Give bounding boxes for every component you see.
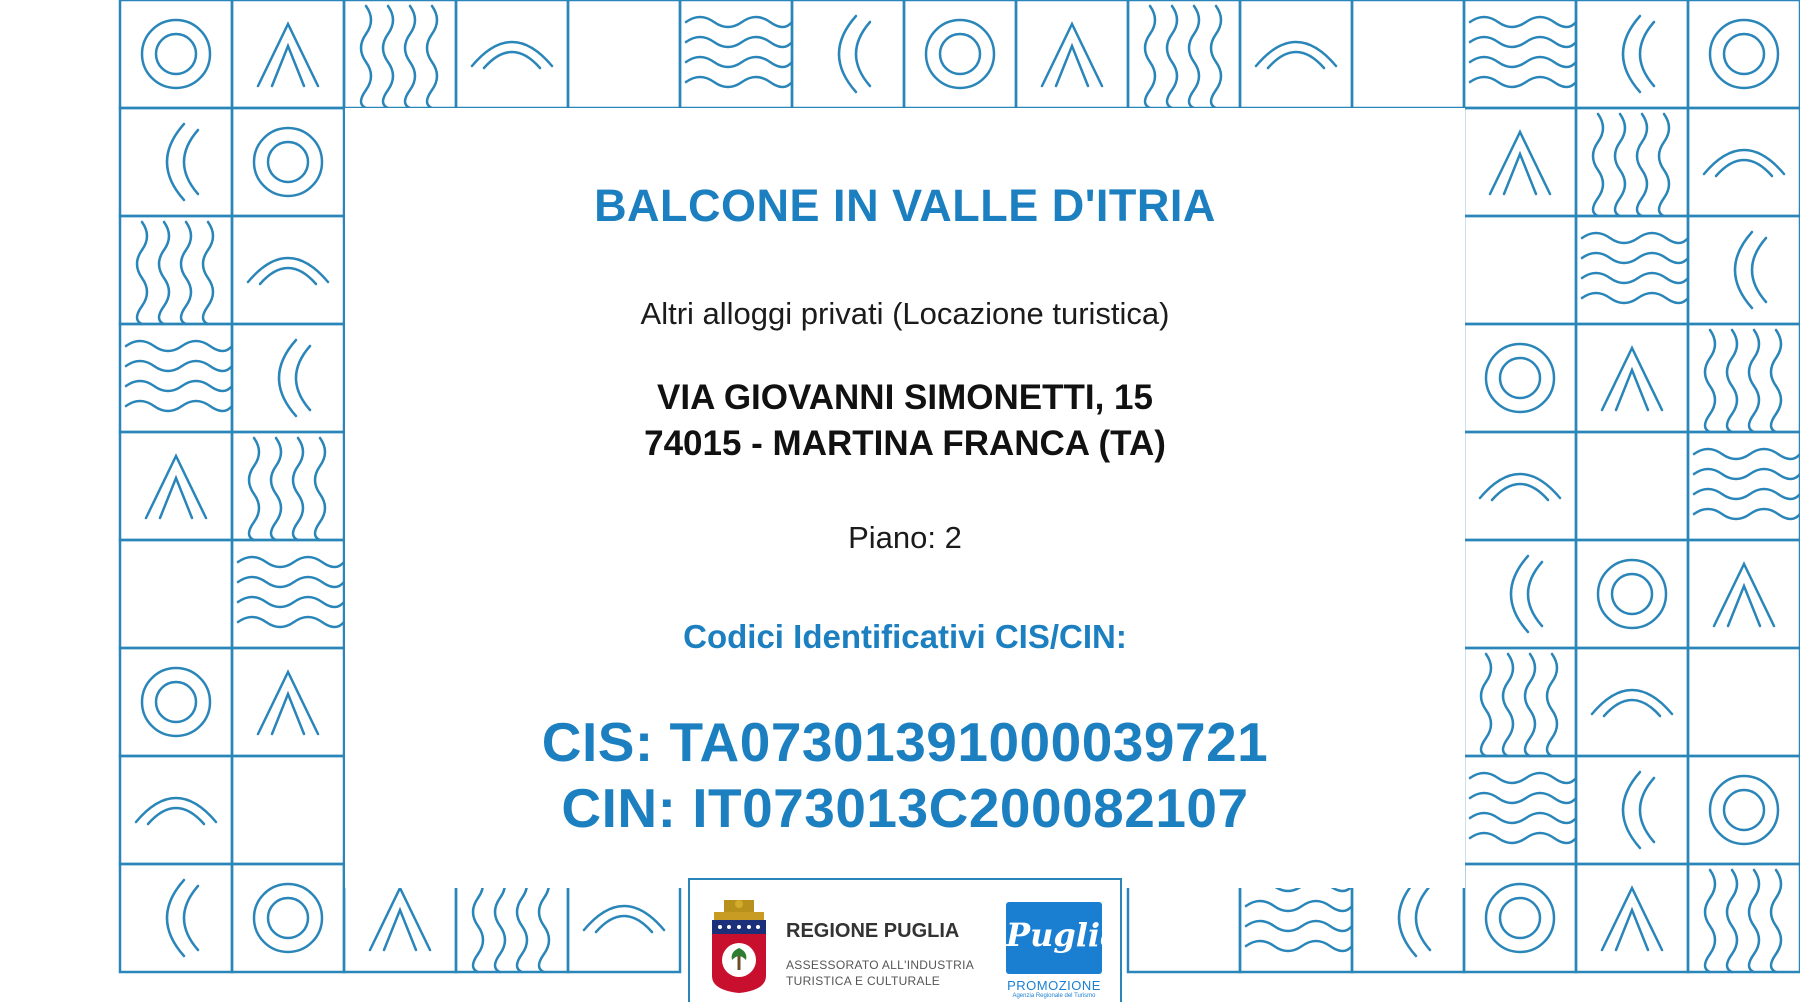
pattern-stroke	[126, 361, 232, 371]
pattern-stroke	[1749, 330, 1759, 432]
pattern-stroke	[1576, 648, 1688, 756]
pattern-stroke	[856, 22, 870, 86]
pattern-stroke	[1490, 132, 1550, 194]
pattern-stroke	[1056, 46, 1088, 86]
pattern-stroke	[1189, 6, 1199, 108]
pattern-stroke	[248, 258, 328, 282]
pattern-stroke	[258, 24, 318, 86]
pattern-stroke	[260, 268, 316, 284]
pattern-stroke	[361, 6, 371, 108]
pattern-stroke	[405, 6, 415, 108]
pattern-stroke	[686, 37, 792, 47]
pattern-stroke	[1246, 941, 1352, 951]
pattern-stroke	[1771, 330, 1781, 432]
pattern-stroke	[1710, 776, 1778, 844]
pattern-stroke	[296, 346, 310, 410]
pattern-stroke	[1500, 898, 1540, 938]
pattern-stroke	[1623, 16, 1640, 92]
address-street: VIA GIOVANNI SIMONETTI, 15	[657, 378, 1153, 417]
pattern-stroke	[268, 142, 308, 182]
pattern-stroke	[1727, 870, 1737, 972]
pattern-stroke	[1246, 901, 1352, 911]
pattern-stroke	[1167, 6, 1177, 108]
pattern-stroke	[136, 798, 216, 822]
pattern-stroke	[383, 6, 393, 108]
pattern-stroke	[120, 108, 232, 216]
pattern-stroke	[232, 324, 344, 432]
pattern-stroke	[384, 910, 416, 950]
pattern-stroke	[1602, 348, 1662, 410]
pattern-stroke	[1481, 654, 1491, 756]
pattern-stroke	[1576, 756, 1688, 864]
pattern-stroke	[1688, 0, 1800, 108]
pattern-stroke	[232, 0, 344, 108]
pattern-stroke	[1716, 160, 1772, 176]
pattern-stroke	[268, 898, 308, 938]
pattern-stroke	[232, 108, 344, 216]
pattern-stroke	[472, 42, 552, 66]
pattern-stroke	[1694, 469, 1800, 479]
codes-heading: Codici Identificativi CIS/CIN:	[683, 618, 1127, 655]
pattern-stroke	[1470, 813, 1576, 823]
pattern-stroke	[232, 864, 344, 972]
pattern-stroke	[1640, 22, 1654, 86]
region-subtitle-2: TURISTICA E CULTURALE	[786, 974, 941, 988]
pattern-stroke	[1399, 880, 1416, 956]
pattern-stroke	[940, 34, 980, 74]
floor-info: Piano: 2	[848, 520, 962, 555]
pattern-stroke	[686, 17, 792, 27]
pattern-stroke	[1728, 586, 1760, 626]
pattern-stroke	[1503, 654, 1513, 756]
pattern-stroke	[120, 648, 232, 756]
pattern-stroke	[839, 16, 856, 92]
pattern-stroke	[142, 668, 210, 736]
pattern-stroke	[249, 438, 259, 540]
pattern-stroke	[1470, 17, 1576, 27]
pattern-stroke	[1735, 232, 1752, 308]
pattern-stroke	[137, 222, 147, 324]
pattern-stroke	[126, 401, 232, 411]
pattern-stroke	[1268, 52, 1324, 68]
pattern-stroke	[1576, 432, 1688, 540]
pattern-stroke	[156, 34, 196, 74]
pattern-stroke	[120, 864, 232, 972]
pattern-stroke	[1525, 654, 1535, 756]
pattern-stroke	[1771, 870, 1781, 972]
pattern-stroke	[142, 20, 210, 88]
pattern-stroke	[1464, 864, 1576, 972]
pattern-stroke	[1256, 42, 1336, 66]
pattern-stroke	[926, 20, 994, 88]
pattern-stroke	[315, 438, 325, 540]
pattern-stroke	[427, 6, 437, 108]
pattern-stroke	[596, 916, 652, 932]
pattern-stroke	[456, 0, 568, 108]
pattern-stroke	[258, 672, 318, 734]
pattern-stroke	[1688, 540, 1800, 648]
pattern-stroke	[1612, 574, 1652, 614]
pattern-stroke	[1464, 108, 1576, 216]
pattern-stroke	[1486, 884, 1554, 952]
pattern-stroke	[1582, 293, 1688, 303]
pattern-stroke	[148, 808, 204, 824]
pattern-stroke	[272, 46, 304, 86]
pattern-stroke	[1464, 324, 1576, 432]
promo-label: PROMOZIONE	[1007, 978, 1101, 993]
pattern-stroke	[1240, 0, 1352, 108]
info-panel	[345, 108, 1465, 888]
pattern-stroke	[1593, 114, 1603, 216]
pattern-stroke	[1705, 330, 1715, 432]
pattern-stroke	[1623, 772, 1640, 848]
pattern-stroke	[1659, 114, 1669, 216]
pattern-stroke	[293, 438, 303, 540]
pattern-stroke	[1688, 756, 1800, 864]
pattern-stroke	[1714, 564, 1774, 626]
pattern-stroke	[167, 124, 184, 200]
pattern-stroke	[1688, 216, 1800, 324]
pattern-stroke	[1616, 910, 1648, 950]
pattern-stroke	[1710, 20, 1778, 88]
pattern-stroke	[1042, 24, 1102, 86]
pattern-stroke	[1576, 0, 1688, 108]
pattern-stroke	[1688, 648, 1800, 756]
pattern-stroke	[1504, 154, 1536, 194]
pattern-stroke	[181, 222, 191, 324]
pattern-stroke	[370, 888, 430, 950]
pattern-stroke	[1470, 773, 1576, 783]
pattern-stroke	[1705, 870, 1715, 972]
pattern-stroke	[160, 478, 192, 518]
pattern-stroke	[1576, 324, 1688, 432]
pattern-stroke	[1470, 833, 1576, 843]
cis-code: CIS: TA07301391000039721	[541, 711, 1269, 773]
pattern-stroke	[126, 381, 232, 391]
pattern-stroke	[238, 597, 344, 607]
pattern-stroke	[232, 648, 344, 756]
cin-code: CIN: IT073013C200082107	[561, 777, 1249, 839]
pattern-stroke	[1246, 921, 1352, 931]
pattern-stroke	[156, 682, 196, 722]
pattern-stroke	[232, 756, 344, 864]
pattern-stroke	[272, 694, 304, 734]
pattern-stroke	[1480, 474, 1560, 498]
pattern-stroke	[1640, 778, 1654, 842]
pattern-stroke	[1604, 700, 1660, 716]
pattern-stroke	[1464, 216, 1576, 324]
pattern-stroke	[254, 884, 322, 952]
pattern-stroke	[1470, 37, 1576, 47]
pattern-stroke	[120, 0, 232, 108]
footer-logos	[688, 878, 1122, 1002]
pattern-stroke	[120, 540, 232, 648]
pattern-stroke	[1470, 793, 1576, 803]
pattern-stroke	[1576, 540, 1688, 648]
pattern-stroke	[126, 341, 232, 351]
pattern-stroke	[584, 906, 664, 930]
pattern-stroke	[1145, 6, 1155, 108]
pattern-stroke	[1694, 489, 1800, 499]
pattern-stroke	[1688, 108, 1800, 216]
pattern-stroke	[1470, 77, 1576, 87]
pattern-stroke	[146, 456, 206, 518]
pattern-stroke	[1016, 0, 1128, 108]
pattern-stroke	[1464, 432, 1576, 540]
region-name: REGIONE PUGLIA	[786, 920, 960, 942]
pattern-stroke	[1592, 690, 1672, 714]
pattern-stroke	[1616, 370, 1648, 410]
pattern-stroke	[1704, 150, 1784, 174]
pattern-stroke	[167, 880, 184, 956]
pattern-stroke	[271, 438, 281, 540]
pattern-stroke	[238, 557, 344, 567]
pattern-stroke	[120, 432, 232, 540]
pattern-stroke	[568, 0, 680, 108]
pattern-stroke	[1598, 560, 1666, 628]
pattern-stroke	[184, 886, 198, 950]
pattern-stroke	[1486, 344, 1554, 412]
pattern-stroke	[1528, 562, 1542, 626]
pattern-stroke	[1615, 114, 1625, 216]
pattern-stroke	[1582, 253, 1688, 263]
region-shield-icon	[708, 898, 770, 994]
pattern-stroke	[279, 340, 296, 416]
pattern-stroke	[1694, 509, 1800, 519]
pattern-stroke	[1511, 556, 1528, 632]
pattern-stroke	[1752, 238, 1766, 302]
pattern-stroke	[1500, 358, 1540, 398]
pattern-stroke	[232, 216, 344, 324]
pattern-stroke	[1416, 886, 1430, 950]
pattern-stroke	[1352, 0, 1464, 108]
pattern-stroke	[1749, 870, 1759, 972]
pattern-stroke	[1492, 484, 1548, 500]
pattern-stroke	[120, 756, 232, 864]
pattern-stroke	[1470, 57, 1576, 67]
accommodation-type: Altri alloggi privati (Locazione turistica)	[640, 296, 1170, 331]
pattern-stroke	[1576, 864, 1688, 972]
puglia-promozione-logo-icon	[1006, 902, 1121, 974]
promo-tagline: Agenzia Regionale del Turismo	[1012, 993, 1096, 999]
address-city: 74015 - MARTINA FRANCA (TA)	[644, 424, 1166, 463]
pattern-stroke	[1637, 114, 1647, 216]
pattern-stroke	[184, 130, 198, 194]
pattern-stroke	[254, 128, 322, 196]
pattern-stroke	[1582, 273, 1688, 283]
pattern-stroke	[159, 222, 169, 324]
pattern-stroke	[484, 52, 540, 68]
pattern-stroke	[1727, 330, 1737, 432]
promo-logo-text: Puglia	[1006, 916, 1121, 954]
pattern-stroke	[1464, 540, 1576, 648]
pattern-stroke	[904, 0, 1016, 108]
pattern-stroke	[238, 577, 344, 587]
property-title: BALCONE IN VALLE D'ITRIA	[594, 180, 1216, 231]
pattern-stroke	[1547, 654, 1557, 756]
pattern-stroke	[792, 0, 904, 108]
pattern-stroke	[1694, 449, 1800, 459]
pattern-stroke	[686, 77, 792, 87]
pattern-stroke	[1211, 6, 1221, 108]
pattern-stroke	[238, 617, 344, 627]
region-subtitle-1: ASSESSORATO ALL'INDUSTRIA	[786, 958, 975, 972]
pattern-stroke	[1724, 34, 1764, 74]
pattern-stroke	[1724, 790, 1764, 830]
pattern-stroke	[1602, 888, 1662, 950]
pattern-stroke	[686, 57, 792, 67]
pattern-stroke	[203, 222, 213, 324]
pattern-stroke	[1582, 233, 1688, 243]
